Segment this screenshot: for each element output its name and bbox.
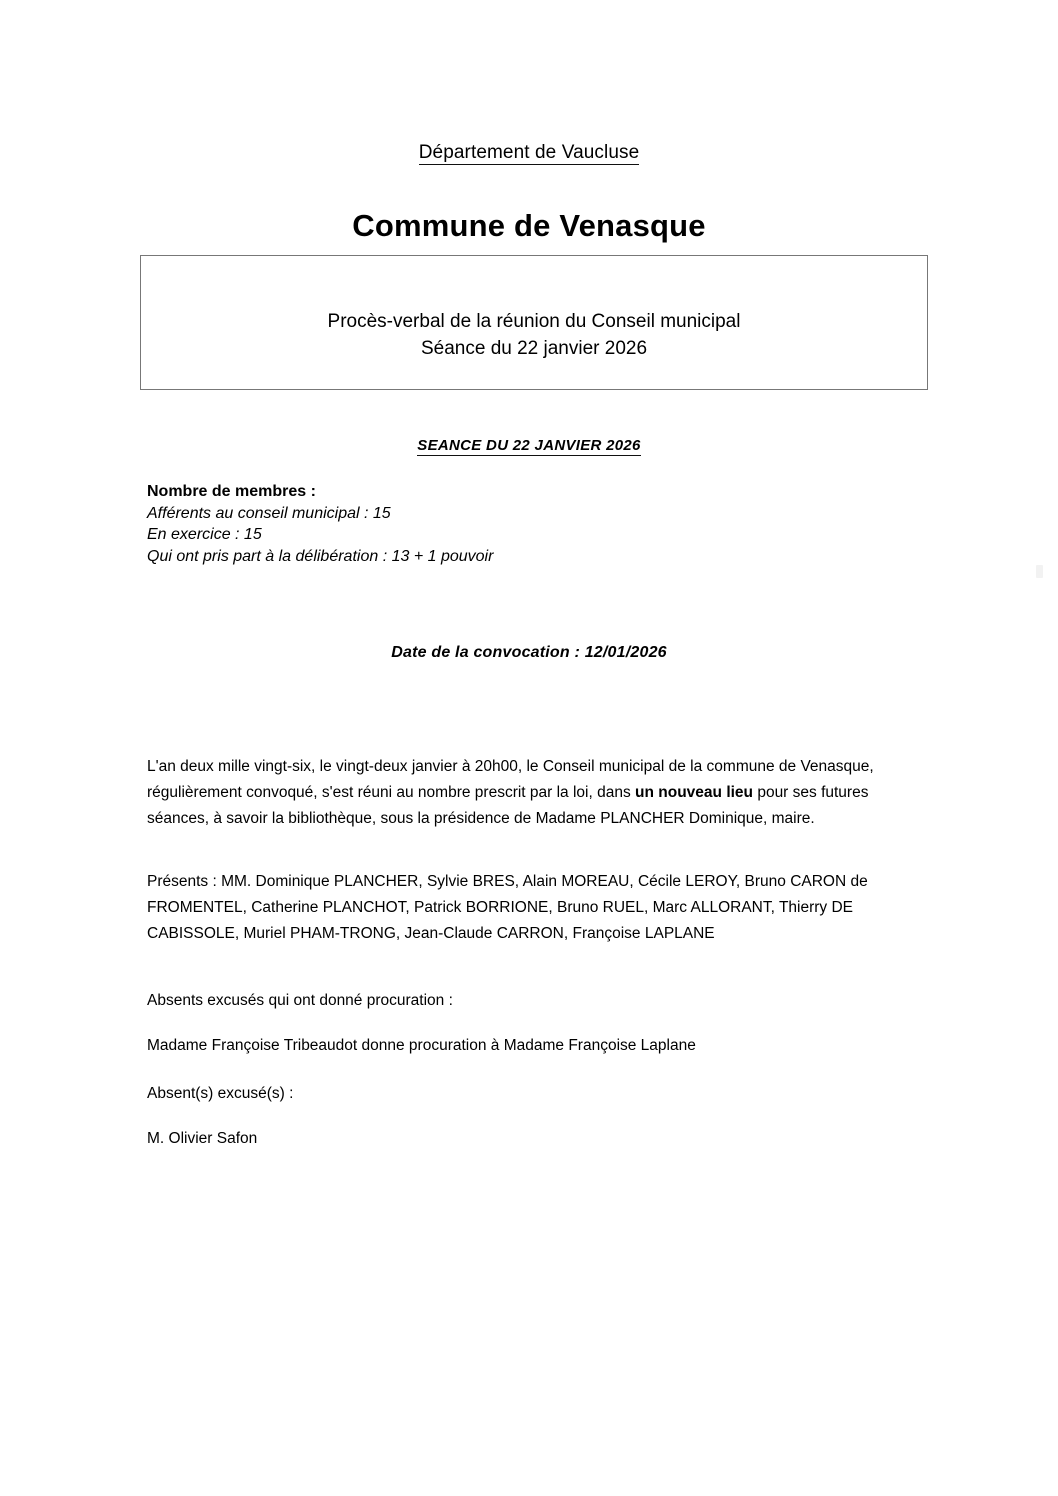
intro-text-part-1: L'an deux mille vingt-six, le vingt-deux janvier à 20h00, le Conseil municipal de la commune de Venasque, régulièrement convoqué, s'est réuni au nombre prescrit par la loi, dans [147, 757, 874, 801]
intro-paragraph [147, 754, 919, 832]
title-box-content [141, 308, 927, 362]
seance-heading [0, 437, 1058, 454]
members-deliberation: Qui ont pris part à la délibération : 13 + 1 pouvoir [147, 547, 494, 565]
absents-procuration-label: Absents excusés qui ont donné procuration : [147, 991, 453, 1009]
absent-name: M. Olivier Safon [147, 1129, 258, 1147]
convocation-date: Date de la convocation : 12/01/2026 [391, 644, 667, 661]
intro-text-part-2: pour ses futures séances, à savoir la bibliothèque, sous la présidence de Madame PLANCHER Dominique, maire. [147, 783, 869, 827]
members-afferents: Afférents au conseil municipal : 15 [147, 504, 391, 522]
intro-emphasis: un nouveau lieu [635, 783, 754, 801]
seance-heading-text: SEANCE DU 22 JANVIER 2026 [417, 437, 641, 454]
presents-paragraph: Présents : MM. Dominique PLANCHER, Sylvie BRES, Alain MOREAU, Cécile LEROY, Bruno CARON de FROMENTEL, Catherine PLANCHOT, Patrick BORRIONE, Bruno RUEL, Marc ALLORANT, Thierry DE CABISSOLE, Muriel PHAM-TRONG, Jean-Claude CARRON, Françoise LAPLANE [147, 872, 868, 942]
members-block [147, 481, 747, 567]
title-box-line-2: Séance du 22 janvier 2026 [420, 338, 648, 359]
scan-artifact-mark [1036, 565, 1043, 578]
absents-excuses-label: Absent(s) excusé(s) : [147, 1084, 294, 1102]
procuration-line: Madame Françoise Tribeaudot donne procuration à Madame Françoise Laplane [147, 1036, 696, 1054]
members-en-exercice: En exercice : 15 [147, 526, 262, 543]
title-box [140, 255, 928, 390]
department-heading [0, 141, 1058, 165]
members-heading: Nombre de membres : [147, 483, 316, 500]
department-heading-text: Département de Vaucluse [418, 142, 640, 163]
commune-title: Commune de Venasque [352, 207, 706, 243]
title-box-line-1: Procès-verbal de la réunion du Conseil municipal [327, 311, 741, 332]
